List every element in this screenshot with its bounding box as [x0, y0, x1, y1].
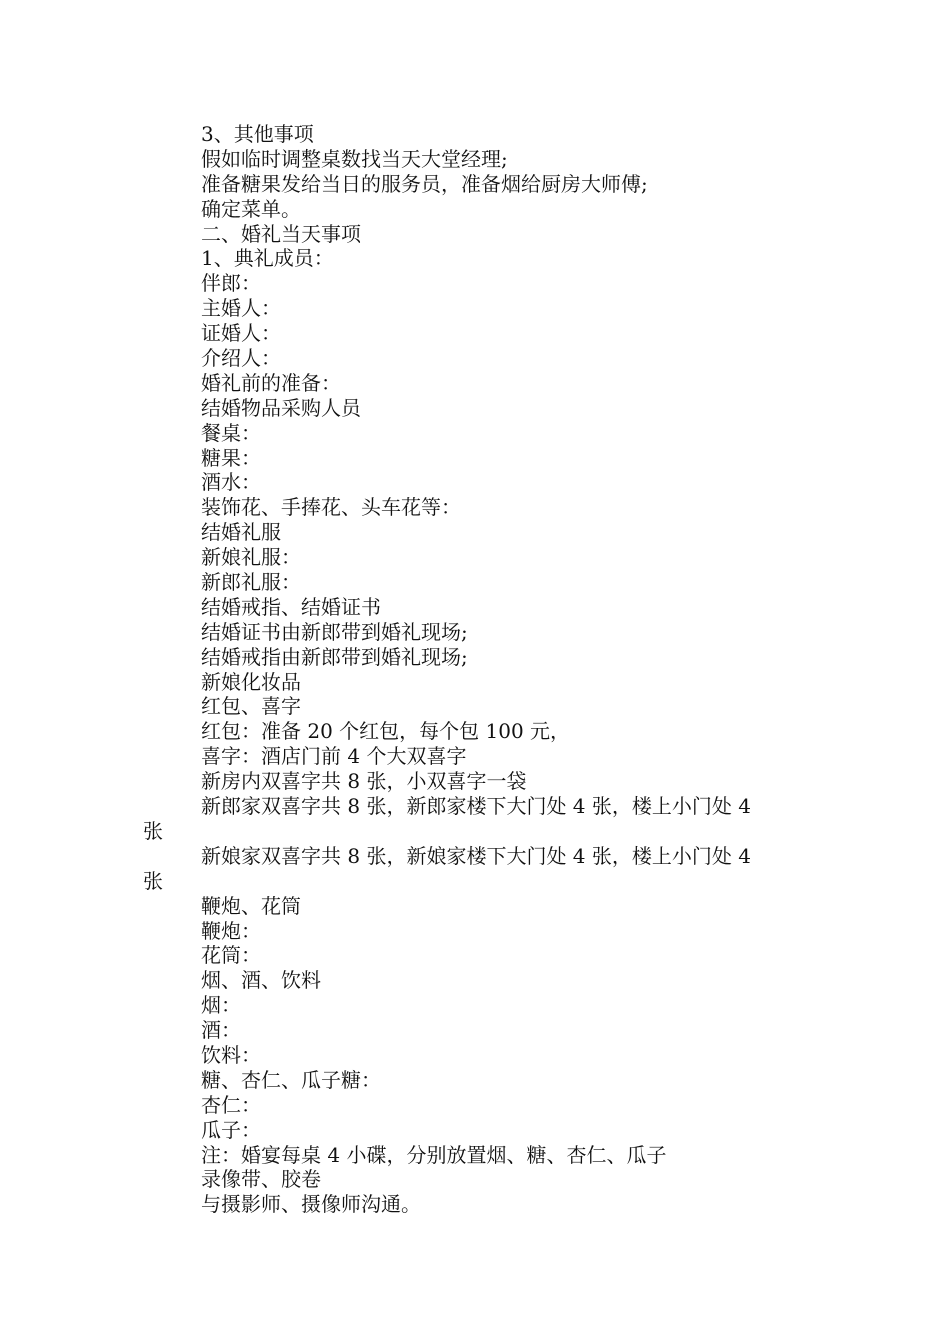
text-line: 喜字：酒店门前 4 个大双喜字 — [201, 744, 467, 769]
section-heading-wedding-day: 二、婚礼当天事项 — [201, 221, 361, 246]
text-line: 餐桌： — [201, 420, 261, 445]
text-line: 结婚戒指、结婚证书 — [201, 594, 381, 619]
text-line: 新娘家双喜字共 8 张，新娘家楼下大门处 4 张，楼上小门处 4 — [201, 843, 751, 868]
text-line: 主婚人： — [201, 296, 281, 321]
text-line: 注：婚宴每桌 4 小碟，分别放置烟、糖、杏仁、瓜子 — [201, 1142, 667, 1167]
text-line: 酒水： — [201, 470, 261, 495]
text-line-continuation: 张 — [143, 868, 163, 893]
text-line: 鞭炮、花筒 — [201, 893, 301, 918]
document-body — [143, 122, 823, 1217]
text-line: 糖果： — [201, 445, 261, 470]
text-line: 结婚证书由新郎带到婚礼现场; — [201, 619, 468, 644]
text-line: 伴郎： — [201, 271, 261, 296]
text-line: 红包：准备 20 个红包，每个包 100 元， — [201, 719, 571, 744]
subsection-heading-ceremony-members: 1、典礼成员： — [201, 246, 334, 271]
text-line: 结婚物品采购人员 — [201, 395, 361, 420]
text-line: 鞭炮： — [201, 918, 261, 943]
text-line: 红包、喜字 — [201, 694, 301, 719]
text-line: 烟： — [201, 993, 241, 1018]
text-line: 准备糖果发给当日的服务员，准备烟给厨房大师傅; — [201, 171, 648, 196]
text-line: 确定菜单。 — [201, 196, 301, 221]
text-line: 瓜子： — [201, 1117, 261, 1142]
text-line: 与摄影师、摄像师沟通。 — [201, 1192, 421, 1217]
text-line: 新娘化妆品 — [201, 669, 301, 694]
text-line: 酒： — [201, 1018, 241, 1043]
text-line: 饮料： — [201, 1042, 261, 1067]
text-line: 装饰花、手捧花、头车花等： — [201, 495, 461, 520]
text-line: 新娘礼服： — [201, 545, 301, 570]
text-line: 证婚人： — [201, 321, 281, 346]
text-line: 杏仁： — [201, 1092, 261, 1117]
text-line: 结婚戒指由新郎带到婚礼现场; — [201, 644, 468, 669]
text-line: 结婚礼服 — [201, 520, 281, 545]
text-line: 介绍人： — [201, 346, 281, 371]
text-line: 糖、杏仁、瓜子糖： — [201, 1067, 381, 1092]
text-line: 新房内双喜字共 8 张，小双喜字一袋 — [201, 769, 527, 794]
text-line: 假如临时调整桌数找当天大堂经理; — [201, 146, 508, 171]
text-line: 录像带、胶卷 — [201, 1167, 321, 1192]
text-line: 烟、酒、饮料 — [201, 968, 321, 993]
text-line: 花筒： — [201, 943, 261, 968]
text-line: 婚礼前的准备： — [201, 370, 341, 395]
text-line-continuation: 张 — [143, 818, 163, 843]
text-line: 新郎家双喜字共 8 张，新郎家楼下大门处 4 张，楼上小门处 4 — [201, 794, 751, 819]
text-line: 新郎礼服： — [201, 570, 301, 595]
section-heading-other-matters: 3、其他事项 — [201, 122, 314, 146]
